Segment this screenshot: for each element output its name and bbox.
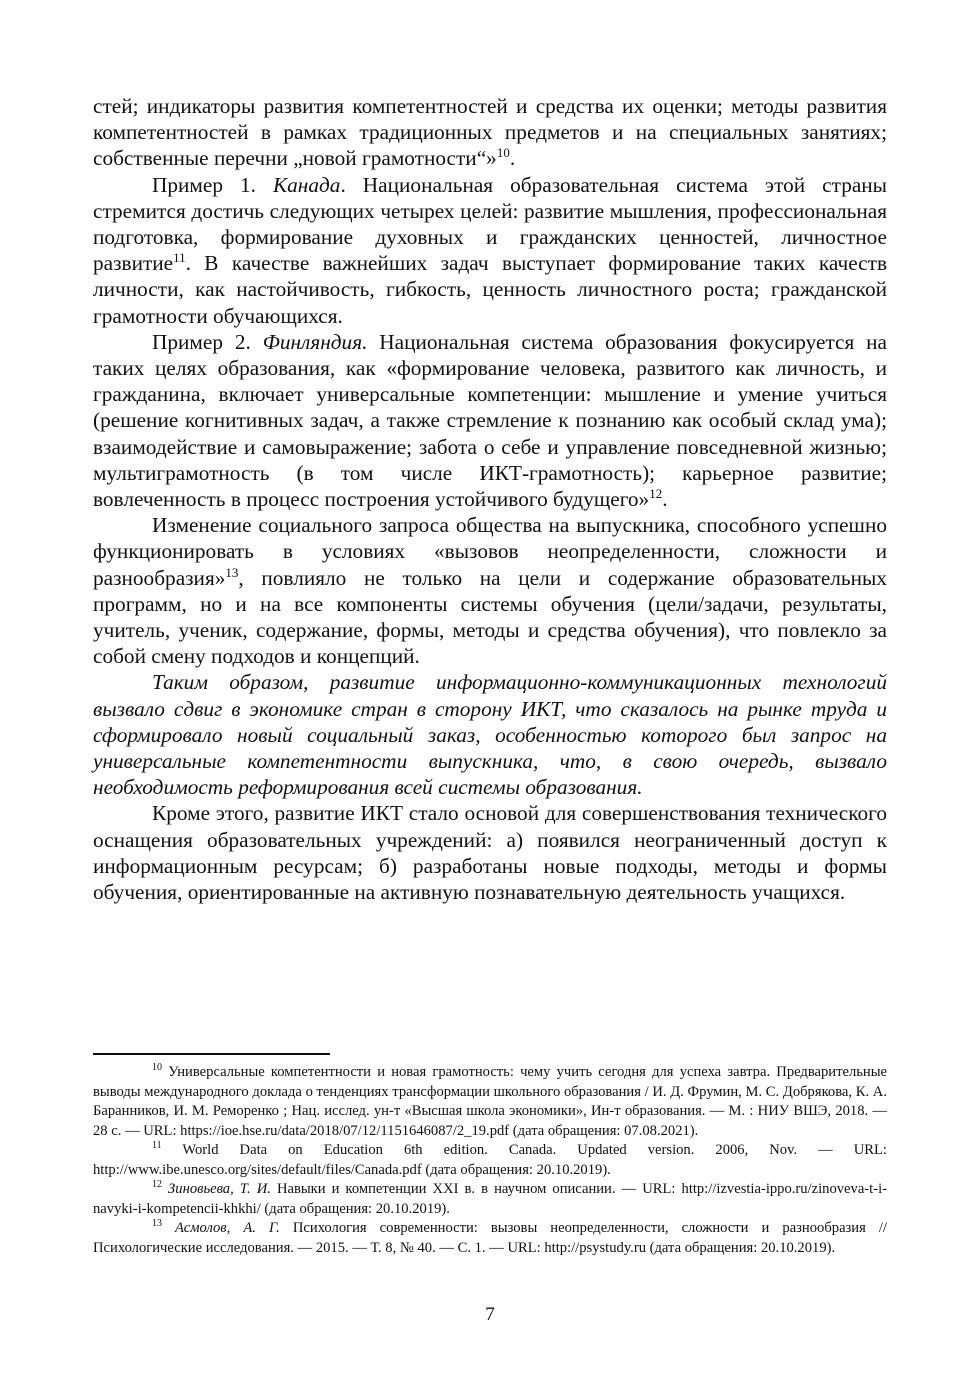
page-number: 7 — [485, 1304, 495, 1325]
footnote-ref-11[interactable]: 11 — [173, 250, 186, 266]
country-canada: Канада — [273, 172, 341, 197]
paragraph-1: стей; индикаторы развития компетентностей и средства их оценки; методы развития компетентностей в рамках традиционных предметов и на специальных занятиях; собственные перечни „новой грамотности“»$^{10}$. — [93, 94, 887, 171]
footnote-ref-13[interactable]: 13 — [225, 564, 239, 580]
footnote-ref-10[interactable]: 10 — [496, 145, 510, 161]
footnote-12: $^{12}$ Зиновьева, Т. И. Навыки и компетенции XXI в. в научном описании. — URL: http://izvestia-ippo.ru/zinoveva-t-i-navyki-i-kompetencii-khkhi/ (дата обращения: 20.10.2019). — [93, 1179, 887, 1217]
paragraph-6: Кроме этого, развитие ИКТ стало основой для совершенствования технического оснащения образовательных учреждений: а) появился неограниченный доступ к информационным ресурсам; б) разработаны новые подходы, методы и формы обучения, ориентированные на активную познавательную деятельность учащихся. — [93, 801, 887, 905]
footnote-11: $^{11}$ World Data on Education 6th edition. Canada. Updated version. 2006, Nov. — URL: http://www.ibe.unesco.org/sites/default/files/Canada.pdf (дата обращения: 20.10.2019). — [93, 1140, 887, 1178]
footnote-13: $^{13}$ Асмолов, А. Г. Психология современности: вызовы неопределенности, сложности и разнообразия // Психологические исследования. — 2015. — Т. 8, № 40. — С. 1. — URL: http://psystudy.ru (дата обращения: 20.10.2019). — [93, 1218, 887, 1256]
footnote-separator — [93, 1053, 330, 1055]
footnote-10: $^{10}$ Универсальные компетентности и новая грамотность: чему учить сегодня для успеха завтра. Предварительные выводы международного доклада о тенденциях трансформации школьного образования / И. Д. Фрумин, М. С. Добрякова, К. А. Баранников, И. М. Реморенко ; Нац. исслед. ун-т «Высшая школа экономики», Ин-т образования. — М. : НИУ ВШЭ, 2018. — 28 с. — URL: https://ioe.hse.ru/data/2018/07/12/1151646087/2_19.pdf (дата обращения: 07.08.2021). — [93, 1062, 887, 1139]
footnotes — [93, 1063, 887, 1258]
country-finland: Финляндия. — [262, 329, 368, 354]
paragraph-example-2: Пример 2. Финляндия. Национальная система образования фокусируется на таких целях образования, как «формирование человека, развитого как личность, и гражданина, включает универсальные компетенции: мышление и умение учиться (решение когнитивных задач, а также стремление к познанию как особый склад ума); взаимодействие и самовыражение; забота о себе и управление повседневной жизнью; мультиграмотность (в том числе ИКТ-грамотность); карьерное развитие; вовлеченность в процесс построения устойчивого будущего»$^{12}$. — [93, 329, 888, 512]
paragraph-example-1: Пример 1. Канада. Национальная образовательная система этой страны стремится достичь следующих четырех целей: развитие мышления, профессиональная подготовка, формирование духовных и гражданских ценностей, личностное развитие$^{11}$. В качестве важнейших задач выступает формирование таких качеств личности, как настойчивость, гибкость, ценность личностного роста; гражданской грамотности обучающихся. — [93, 172, 887, 328]
paragraph-conclusion: Таким образом, развитие информационно-коммуникационных технологий вызвало сдвиг в экономике стран в сторону ИКТ, что сказалось на рынке труда и сформировало новый социальный заказ, особенностью которого был запрос на универсальные компетентности выпускника, что, в свою очередь, вызвало необходимость реформирования всей системы образования. — [93, 670, 887, 800]
body-text — [93, 93, 887, 905]
paragraph-4: Изменение социального запроса общества на выпускника, способного успешно функционировать в условиях «вызовов неопределенности, сложности и разнообразия»$^{13}$, повлияло не только на цели и содержание образовательных программ, но и на все компоненты системы обучения (цели/задачи, результаты, учитель, ученик, содержание, формы, методы и средства обучения), что повлекло за собой смену подходов и концепций. — [93, 513, 887, 669]
footnote-ref-12[interactable]: 12 — [649, 485, 663, 501]
